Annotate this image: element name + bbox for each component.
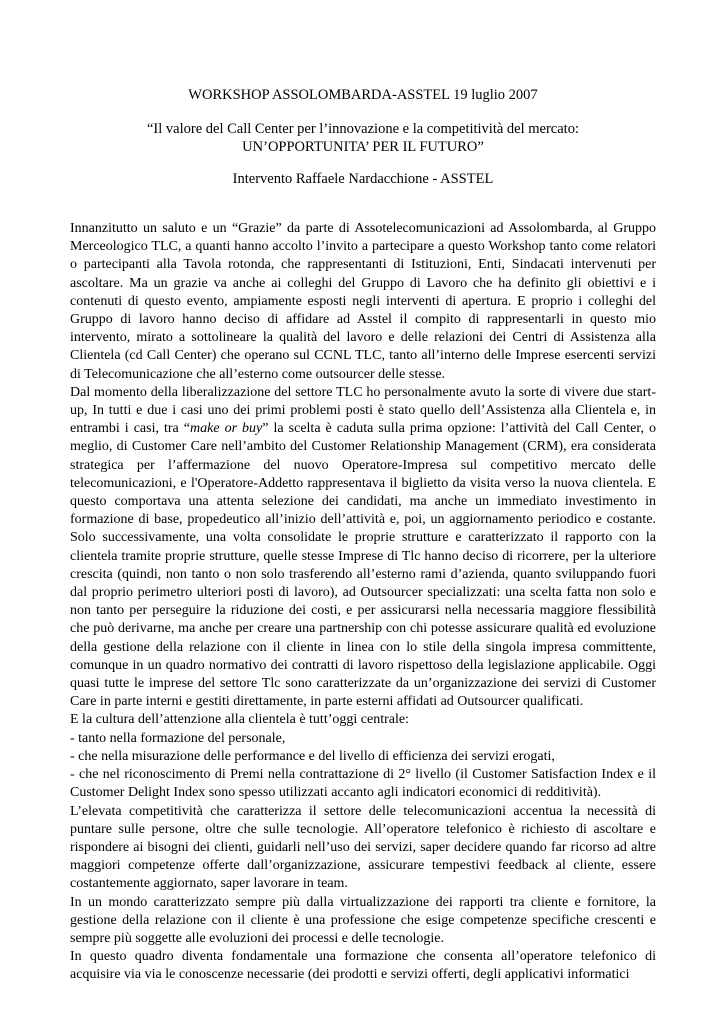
document-page <box>70 0 656 1024</box>
document-body <box>70 220 656 985</box>
document-subtitle <box>70 120 656 156</box>
speaker-line: Intervento Raffaele Nardacchione - ASSTEL <box>232 171 494 187</box>
paragraph-culture: E la cultura dell’attenzione alla clientela è tutt’oggi centrale: <box>70 712 409 728</box>
subtitle-line-2: UN’OPPORTUNITA’ PER IL FUTURO” <box>242 139 484 155</box>
paragraph-greeting: Innanzitutto un saluto e un “Grazie” da parte di Assotelecomunicazioni ad Assolombarda, al Gruppo Merceologico TLC, a quanti hanno accolto l’invito a partecipare a questo Workshop tanto come relatori o partecipanti alla Tavola rotonda, che rappresentanti di Istituzioni, Enti, Sindacati intervenuti per ascoltare. Ma un grazie va anche ai colleghi del Gruppo di Lavoro che ha definito gli obiettivi e i contenuti di questo evento, ampiamente esposti negli interventi di apertura. E proprio i colleghi del Gruppo di lavoro hanno deciso di affidare ad Asstel il compito di rappresentarli in questo mio intervento, mirato a sottolineare la qualità del lavoro e delle relazioni dei Centri di Assistenza alla Clientela (cd Call Center) che operano sul CCNL TLC, tanto all’interno delle Imprese esercenti servizi di Telecomunicazione che all’esterno come outsourcer delle stesse. <box>70 221 656 382</box>
list-item-awards: - che nel riconoscimento di Premi nella contrattazione di 2° livello (il Customer Satisfaction Index e il Customer Delight Index sono spesso utilizzati accanto agli indicatori economici di redditività). <box>70 767 656 801</box>
make-or-buy-phrase: make or buy <box>190 421 263 437</box>
paragraph-competitiveness: L’elevata competitività che caratterizza il settore delle telecomunicazioni accentua la necessità di puntare sulle persone, oltre che sulle tecnologie. All’operatore telefonico è richiesto di ascoltare e rispondere ai bisogni dei clienti, guidarli nell’uso dei servizi, saper decidere quando far ricorso ad altre maggiori competenze offerte dall’organizzazione, assicurare tempestivi feedback al cliente, essere costantemente aggiornato, saper lavorare in team. <box>70 803 656 892</box>
paragraph-training: In questo quadro diventa fondamentale una formazione che consenta all’operatore telefonico di acquisire via via le conoscenze necessarie (dei prodotti e servizi offerti, degli applicativi informatici <box>70 949 656 983</box>
paragraph-liberalization-part-1: Dal momento della liberalizzazione del settore TLC ho personalmente avuto la sorte di vivere due start-up, In tutti e due i casi uno dei primi problemi posti è stato quello dell’Assistenza alla Clientela e, in entrambi i casi, tra “ <box>70 384 656 437</box>
document-title: WORKSHOP ASSOLOMBARDA-ASSTEL 19 luglio 2007 <box>188 87 538 103</box>
subtitle-line-1: “Il valore del Call Center per l’innovazione e la competitività del mercato: <box>146 121 579 137</box>
list-item-performance: - che nella misurazione delle performance e del livello di efficienza dei servizi erogati, <box>70 748 555 764</box>
list-item-training: - tanto nella formazione del personale, <box>70 730 286 746</box>
paragraph-liberalization <box>70 384 656 712</box>
paragraph-virtualization: In un mondo caratterizzato sempre più dalla virtualizzazione dei rapporti tra cliente e fornitore, la gestione della relazione con il cliente è una professione che esige competenze specifiche crescenti e sempre più soggette alle evoluzioni dei processi e delle tecnologie. <box>70 894 656 946</box>
paragraph-liberalization-part-2: ” la scelta è caduta sulla prima opzione: l’attività del Call Center, o meglio, di Customer Care nell’ambito del Customer Relationship Management (CRM), era considerata strategica per l’affermazione del nuovo Operatore-Impresa sul competitivo mercato delle telecomunicazioni, e l'Operatore-Addetto rappresentava il biglietto da visita verso la nuova clientela. E questo comportava una attenta selezione dei candidati, ma anche un immediato investimento in formazione di base, propedeutico all’inizio dell’attività e, poi, un aggiornamento periodico e costante. Solo successivamente, una volta consolidate le proprie strutture e caratterizzato il rapporto con la clientela tramite proprie strutture, quelle stesse Imprese di Tlc hanno deciso di ricorrere, per la ulteriore crescita (quindi, non tanto o non solo trasferendo all’esterno rami d’azienda, quanto sviluppando fuori dal proprio perimetro ulteriori posti di lavoro), ad Outsourcer specializzati: una scelta fatta non solo e non tanto per perseguire la riduzione dei costi, e per assicurarsi nella necessaria maggiore flessibilità che può derivarne, ma anche per creare una partnership con chi potesse assicurare qualità ed evoluzione della gestione della relazione con il cliente in linea con lo stile della singola impresa committente, comunque in un quadro normativo dei contratti di lavoro rispettoso della legislazione applicabile. Oggi quasi tutte le imprese del settore Tlc sono caratterizzate da un’organizzazione dei servizi di Customer Care in parte interni e gestiti direttamente, in parte esterni affidati ad Outsourcer qualificati. <box>70 421 656 710</box>
